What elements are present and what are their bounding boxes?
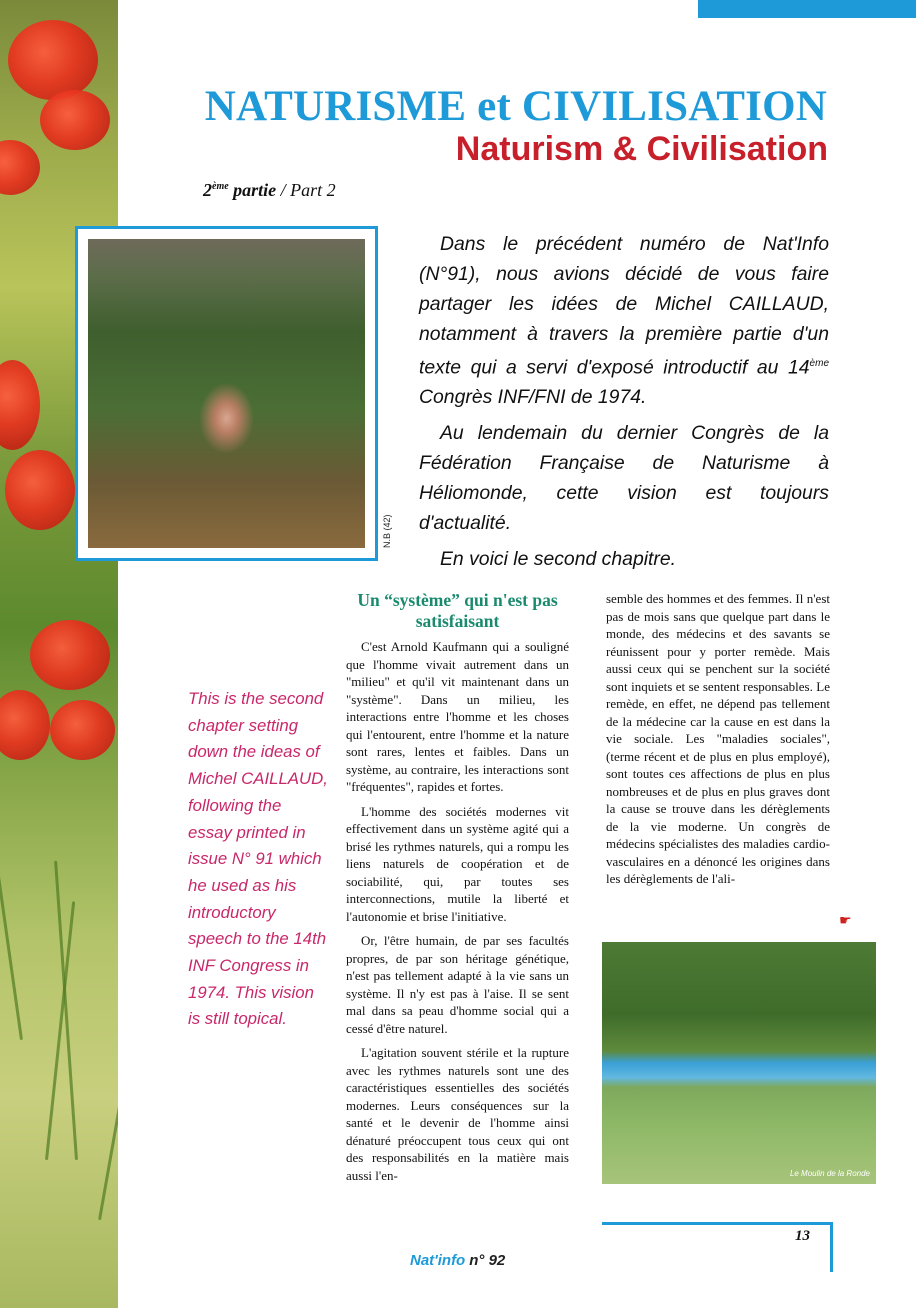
poppy-flower: [50, 700, 115, 760]
photo-credit: N.B (42): [382, 514, 392, 548]
photo-image: [88, 239, 365, 548]
poppy-flower: [8, 20, 98, 100]
body-paragraph: L'agitation souvent stérile et la rupture avec les rythmes naturels sont une des caractéristiques essentielles des sociétés modernes. Leurs conséquences sur la santé et le devenir de l'homme ainsi dénaturé préoccupent tous ceux qui ont des responsabilités en la matière mais aussi l'en-: [346, 1045, 569, 1183]
top-accent-bar: [698, 0, 916, 18]
part-label-english: / Part 2: [276, 180, 336, 200]
pointing-hand-icon: ☛: [839, 914, 852, 929]
footer-vertical-rule: [830, 1222, 833, 1272]
article-title-english: Naturism & Civilisation: [455, 130, 828, 168]
body-column-1: [346, 590, 569, 1191]
page-number: 13: [795, 1228, 810, 1244]
intro-paragraph: Au lendemain du dernier Congrès de la Fédération Française de Naturisme à Héliomonde, cette vision est toujours d'actualité.: [419, 422, 829, 535]
photo-caption: Le Moulin de la Ronde: [789, 1169, 870, 1178]
english-summary-note: This is the second chapter setting down the ideas of Michel CAILLAUD, following the essay printed in issue N° 91 which he used as his introductory speech to the 14th INF Congress in 1974. This vision is still topical.: [188, 689, 328, 1029]
intro-text: [419, 229, 829, 580]
part-label-french: 2ème partie: [203, 180, 277, 200]
wheelchair-garden-photo: [75, 226, 378, 561]
poppy-flower: [0, 690, 50, 760]
intro-paragraph: Dans le précédent numéro de Nat'Info (N°91), nous avions décidé de vous faire partager les idées de Michel CAILLAUD, notamment à travers la première partie d'un texte qui a servi d'exposé introductif au 14ème Congrès INF/FNI de 1974.: [419, 233, 829, 409]
body-paragraph: C'est Arnold Kaufmann qui a souligné que l'homme vivait autrement dans un "milieu" et qu'il vit maintenant dans un "système". Dans un milieu, les interactions entre l'homme et les choses qui l'entourent, entre l'homme et la nature sont rares, lentes et faibles. Dans un système, au contraire, les interactions sont "fréquentes", rapides et fortes.: [346, 639, 569, 794]
body-paragraph: semble des hommes et des femmes. Il n'est pas de mois sans que quelque part dans le monde, des médecins et des savants se réunissent pour y porter remède. Mais aussi ceux qui se penchent sur la société sont inquiets et se sentent responsables. Le remède, en effet, ne dépend pas tellement de la médecine car la cause en est dans la vie sociale. Les "maladies sociales", (terme récent et de plus en plus employé), sont toutes ces affections de plus en plus nombreuses et de plus en plus graves dont la cause se trouve dans les dérèglements de la vie moderne. Un congrès de médecins spécialistes des maladies cardio-vasculaires en a dénoncé les origines dans les dérèglements de l'ali-: [606, 591, 830, 886]
article-title-french: NATURISME et CIVILISATION: [204, 83, 827, 130]
part-label: [203, 180, 336, 201]
poppy-flower: [30, 620, 110, 690]
poppy-flower: [0, 360, 40, 450]
natinfo-logo: Nat'info n° 92: [410, 1252, 506, 1269]
grass-blade: [98, 983, 118, 1220]
pool-photo: [602, 942, 876, 1184]
grass-blade: [0, 822, 23, 1040]
body-paragraph: L'homme des sociétés modernes vit effectivement dans un système agité qui a brisé les rythmes naturels, qui a rompu les liens naturels de coopération et de sociabilité, qui, par toutes ses interconnections, mutile la liberté et l'autonomie et brise l'initiative.: [346, 803, 569, 924]
poppy-flower: [5, 450, 75, 530]
poppy-flower: [0, 140, 40, 195]
body-column-2: [606, 590, 830, 895]
body-paragraph: Or, l'être humain, de par ses facultés propres, de par son héritage génétique, n'est pas tellement adapté à la vie sans un système. Il n'y est pas à l'aise. Il se sent mal dans sa peau d'homme social qui a cessé d'être naturel.: [346, 933, 569, 1036]
section-title: Un “système” qui n'est pas satisfaisant: [357, 590, 558, 631]
poppy-flower: [40, 90, 110, 150]
intro-paragraph: En voici le second chapitre.: [440, 548, 677, 571]
footer-rule: [602, 1222, 833, 1225]
poppy-field-side-image: [0, 0, 118, 1308]
